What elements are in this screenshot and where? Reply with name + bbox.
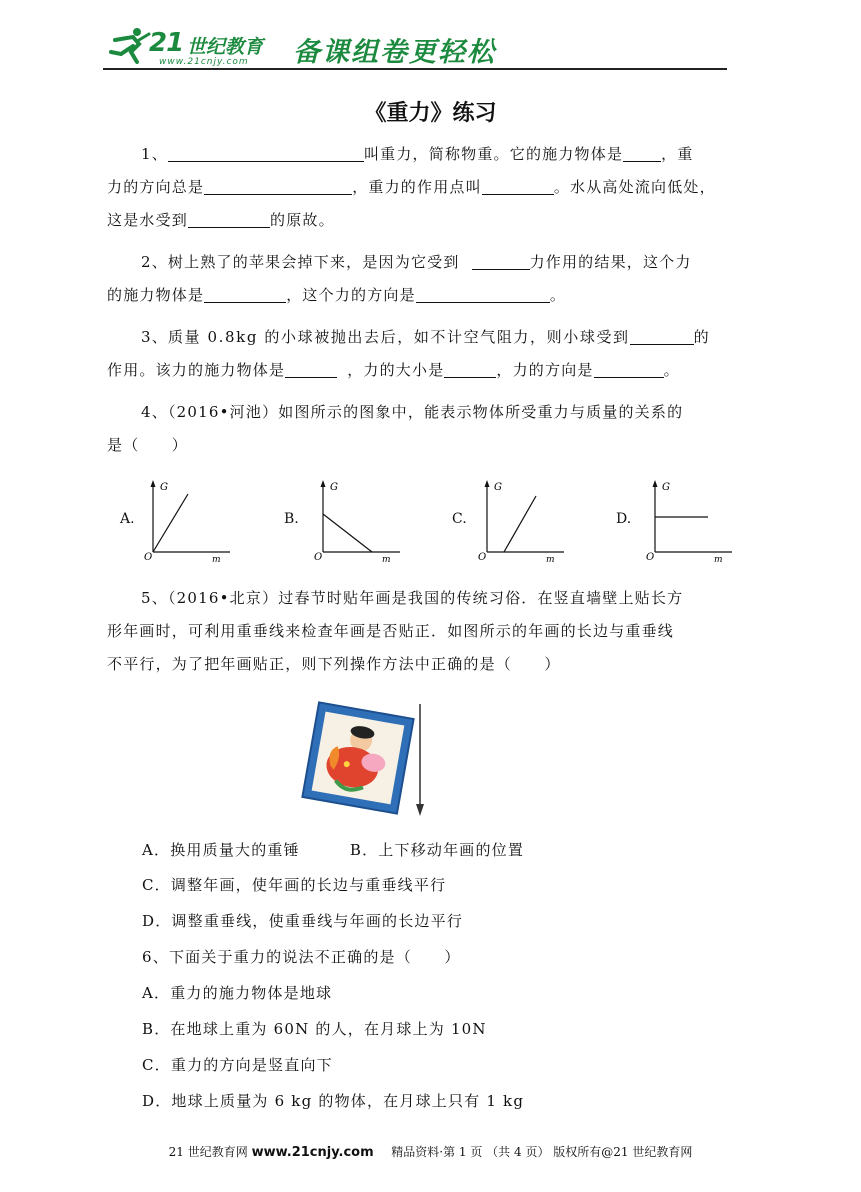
page-title: 《重力》练习	[364, 101, 497, 126]
question-text: 这是水受到	[107, 211, 189, 229]
question-4-line-2	[107, 429, 753, 462]
question-text: 。水从高处流向低处，	[553, 178, 716, 196]
question-text: 的原故。	[270, 211, 335, 229]
logo-url: www.21cnjy.com	[159, 57, 249, 67]
question-text: 质量 0.8kg 的小球被抛出去后，如不计空气阻力，则小球受到	[167, 328, 630, 346]
question-2-line-2	[107, 279, 753, 312]
question-text: 是（ ）	[107, 436, 189, 454]
question-5-line-3	[107, 648, 753, 681]
header-slogan: 备课组卷更轻松	[293, 37, 496, 68]
question-text: 形年画时，可利用重垂线来检查年画是否贴正．如图所示的年画的长边与重垂线	[107, 622, 675, 640]
question-1-line-2	[107, 171, 753, 204]
question-3-line-2	[107, 354, 753, 387]
graph-a-ylabel: G	[160, 482, 168, 493]
question-5-number: 5、	[141, 589, 168, 607]
graph-c-origin: O	[478, 552, 487, 562]
option-5a[interactable]: A．换用质量大的重锤	[142, 841, 300, 859]
plumb-bob-icon	[416, 804, 424, 816]
question-text: 的施力物体是	[107, 286, 205, 304]
graph-b-label[interactable]: B.	[284, 511, 299, 527]
question-2-number: 2、	[141, 253, 168, 271]
graph-c-label[interactable]: C.	[452, 511, 467, 527]
question-text: 作用。该力的施力物体是	[107, 361, 286, 379]
graph-b-origin: O	[314, 552, 323, 562]
blank[interactable]	[482, 176, 554, 195]
question-4-number: 4、	[141, 403, 168, 421]
page-header	[103, 24, 727, 72]
footer-right: 精品资料·第 1 页 （共 4 页） 版权所有@21 世纪教育网	[391, 1145, 693, 1159]
question-text: 。	[549, 286, 567, 304]
blank[interactable]	[168, 143, 364, 162]
question-6-line-1	[142, 941, 788, 974]
option-5d[interactable]: D．调整重垂线，使重垂线与年画的长边平行	[142, 912, 464, 930]
footer-site-link[interactable]: www.21cnjy.com	[251, 1145, 374, 1160]
graph-d-ylabel: G	[662, 482, 670, 493]
option-6b[interactable]: B．在地球上重为 60N 的人，在月球上为 10N	[142, 1020, 487, 1038]
question-text: 的	[693, 328, 710, 346]
blank[interactable]	[630, 326, 694, 345]
blank[interactable]	[285, 359, 337, 378]
graph-d-xlabel: m	[714, 555, 723, 562]
option-6a[interactable]: A．重力的施力物体是地球	[142, 984, 333, 1002]
runner-logo-icon	[107, 26, 151, 66]
option-6c[interactable]: C．重力的方向是竖直向下	[142, 1056, 333, 1074]
question-text: 下面关于重力的说法不正确的是（ ）	[168, 948, 461, 966]
blank[interactable]	[188, 209, 270, 228]
blank[interactable]	[204, 176, 352, 195]
question-4-line-1	[107, 396, 753, 429]
question-text: 树上熟了的苹果会掉下来，是因为它受到	[167, 253, 460, 271]
footer-left: 21 世纪教育网	[168, 1145, 248, 1159]
question-5-line-1	[107, 582, 753, 615]
header-divider	[103, 68, 727, 70]
question-text: 力作用的结果，这个力	[529, 253, 692, 271]
question-text: 叫重力，简称物重。它的施力物体是	[363, 145, 624, 163]
blank[interactable]	[623, 143, 661, 162]
question-5-line-2	[107, 615, 753, 648]
option-6d[interactable]: D．地球上质量为 6 kg 的物体，在月球上只有 1 kg	[142, 1092, 525, 1110]
blank[interactable]	[594, 359, 664, 378]
graph-c-ylabel: G	[494, 482, 502, 493]
graph-c	[474, 478, 584, 562]
question-1-number: 1、	[141, 145, 168, 163]
question-text: ，这个力的方向是	[286, 286, 416, 304]
blank[interactable]	[416, 284, 550, 303]
graph-b-line	[323, 514, 372, 552]
question-text: 力的方向总是	[107, 178, 205, 196]
question-text: （2016•北京）过春节时贴年画是我国的传统习俗．在竖直墙壁上贴长方	[167, 589, 684, 607]
graph-c-line	[504, 496, 536, 552]
question-2-line-1	[107, 246, 753, 279]
graph-b-ylabel: G	[330, 482, 338, 493]
blank[interactable]	[472, 251, 530, 270]
blank[interactable]	[204, 284, 286, 303]
question-1-line-1	[107, 138, 753, 171]
question-text: 不平行，为了把年画贴正，则下列操作方法中正确的是（ ）	[107, 655, 561, 673]
question-5-options-row	[142, 834, 788, 867]
question-3-line-1	[107, 321, 753, 354]
graph-a	[140, 478, 250, 562]
question-1-line-3	[107, 204, 753, 237]
graph-c-xlabel: m	[546, 555, 555, 562]
question-text: 。	[663, 361, 680, 379]
graph-d	[642, 478, 752, 562]
question-text: ，力的大小是	[347, 361, 445, 379]
new-year-poster-illustration	[296, 700, 436, 824]
logo-text: 世纪教育	[187, 36, 264, 58]
question-3-number: 3、	[141, 328, 168, 346]
blank[interactable]	[444, 359, 496, 378]
graph-d-label[interactable]: D.	[616, 511, 632, 527]
question-text: ，力的方向是	[496, 361, 594, 379]
page-footer	[0, 1143, 861, 1160]
graph-a-origin: O	[144, 552, 153, 562]
graph-a-line	[153, 494, 188, 552]
option-5b[interactable]: B．上下移动年画的位置	[349, 841, 525, 859]
option-5c[interactable]: C．调整年画，使年画的长边与重垂线平行	[142, 876, 447, 894]
question-6-number: 6、	[142, 948, 169, 966]
logo-number: 21	[149, 28, 184, 58]
graph-b	[310, 478, 420, 562]
question-text: ，重	[661, 145, 694, 163]
graph-a-xlabel: m	[212, 555, 221, 562]
question-text: ，重力的作用点叫	[352, 178, 482, 196]
graph-d-origin: O	[646, 552, 655, 562]
graph-a-label[interactable]: A.	[120, 511, 135, 527]
graph-b-xlabel: m	[382, 555, 391, 562]
question-text: （2016•河池）如图所示的图象中，能表示物体所受重力与质量的关系的	[167, 403, 684, 421]
